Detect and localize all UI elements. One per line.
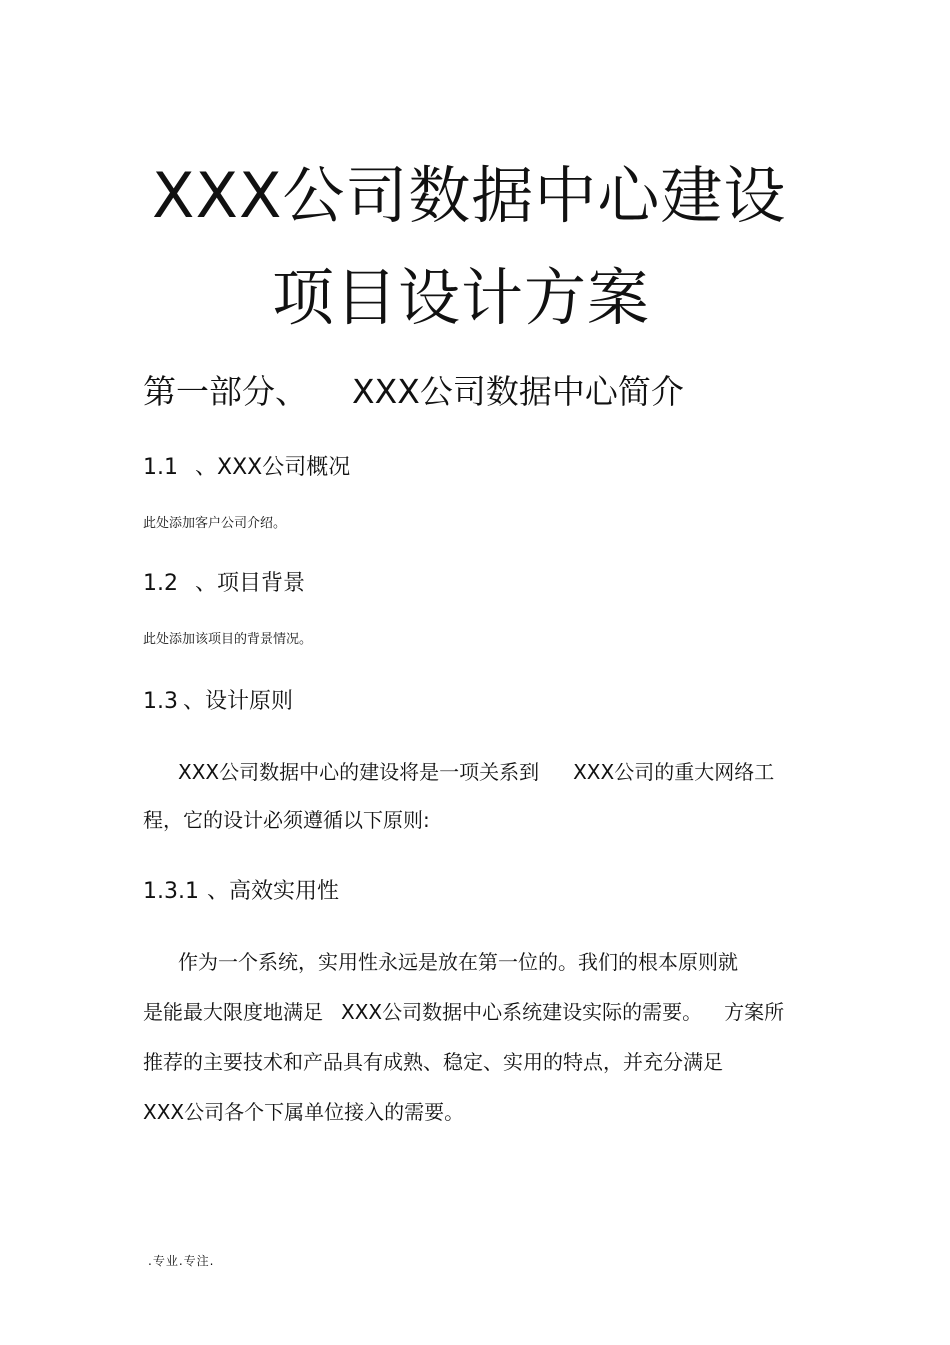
section-number: 1.3 [143, 689, 178, 714]
section-number: 1.3.1 [143, 879, 199, 904]
efficiency-line-3: 推荐的主要技术和产品具有成熟、稳定、实用的特点，并充分满足 [143, 1050, 723, 1074]
principles-intro-part-a: XXX公司数据中心的建设将是一项关系到 [178, 760, 540, 784]
section-1-1-heading [143, 450, 350, 481]
section-1-2-body: 此处添加该项目的背景情况。 [143, 632, 313, 647]
efficiency-line-2-part-c: 方案所 [724, 1000, 785, 1024]
document-title-line-2: 项目设计方案 [272, 261, 651, 334]
section-1-2-heading [143, 566, 305, 597]
efficiency-line-2-part-b: XXX公司数据中心系统建设实际的需要。 [341, 1000, 703, 1024]
efficiency-line-2-part-a: 是能最大限度地满足 [143, 1000, 323, 1024]
efficiency-line-1: 作为一个系统，实用性永远是放在第一位的。我们的根本原则就 [178, 950, 738, 974]
part-heading [143, 366, 684, 413]
section-title: 、高效实用性 [207, 879, 340, 904]
principles-intro-line-1 [178, 756, 774, 785]
principles-intro-line-2: 程，它的设计必须遵循以下原则: [143, 808, 430, 832]
section-1-1-body: 此处添加客户公司介绍。 [143, 516, 287, 531]
section-title: 、XXX公司概况 [195, 455, 351, 480]
section-number: 1.2 [143, 571, 178, 596]
document-title-line-1: XXX公司数据中心建设 [152, 159, 787, 232]
principles-intro-part-b: XXX公司的重大网络工 [573, 760, 775, 784]
part-prefix: 第一部分、 [143, 372, 308, 411]
section-title: 、项目背景 [195, 571, 306, 596]
section-1-3-1-heading [143, 874, 339, 905]
efficiency-line-4: XXX公司各个下属单位接入的需要。 [143, 1100, 465, 1124]
section-number: 1.1 [143, 455, 178, 480]
part-name: XXX公司数据中心简介 [352, 372, 684, 411]
efficiency-line-2 [143, 996, 784, 1025]
section-title: 、设计原则 [183, 689, 294, 714]
page-footer: .专业.专注. [148, 1254, 215, 1268]
section-1-3-heading [143, 684, 293, 715]
